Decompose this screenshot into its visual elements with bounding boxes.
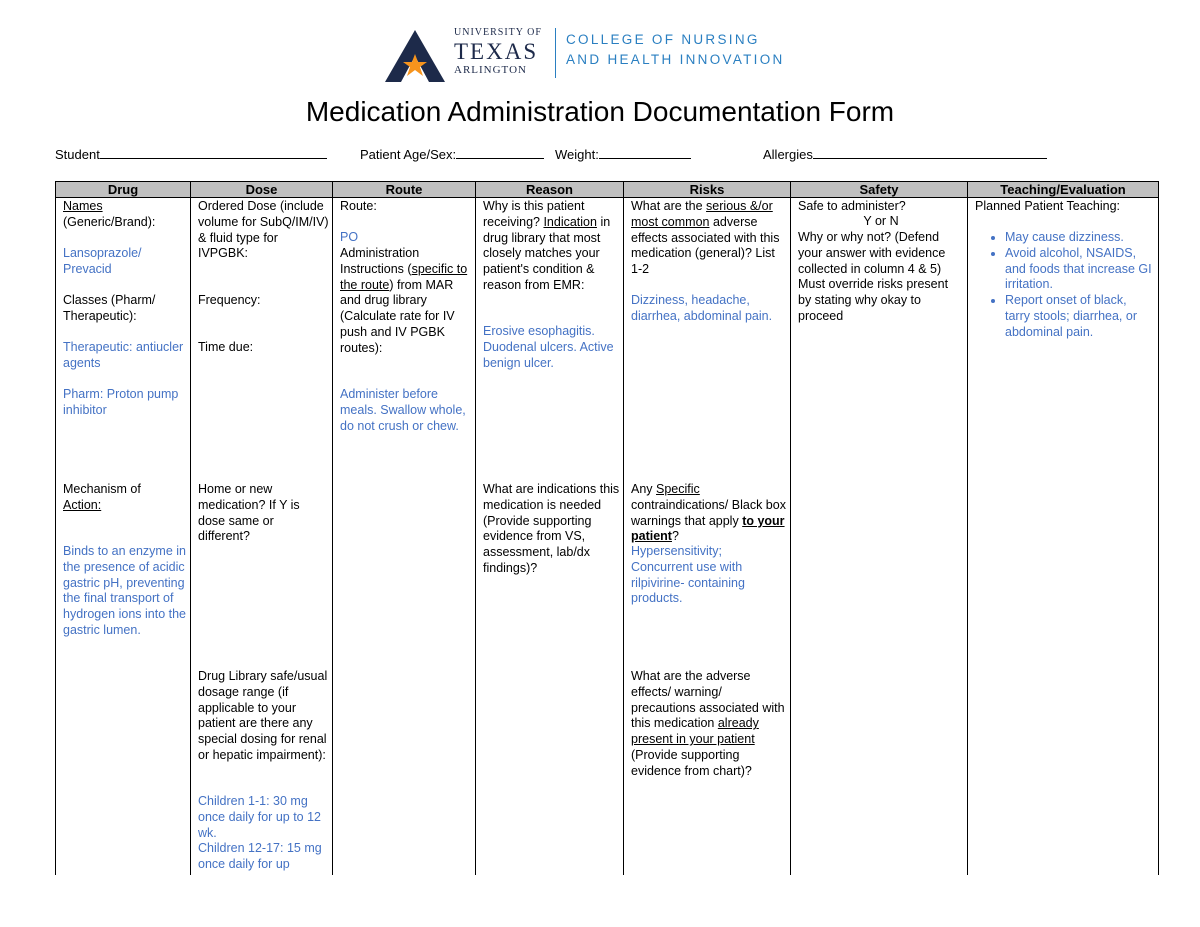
safety-question: Safe to administer? bbox=[798, 199, 906, 213]
therapeutic-class: Therapeutic: antiucler agents bbox=[63, 340, 184, 370]
uta-university: UNIVERSITY OF bbox=[454, 27, 542, 38]
header-divider bbox=[555, 28, 556, 78]
college-name bbox=[566, 30, 785, 70]
drug-header: Drug bbox=[56, 181, 190, 198]
teaching-item: • May cause dizziness. bbox=[1005, 230, 1152, 246]
contra-b: Specific bbox=[656, 482, 700, 496]
age-sex-field bbox=[360, 147, 544, 162]
children-dose-1: Children 1-1: 30 mg once daily for up to 12 wk. bbox=[198, 794, 321, 840]
reason-question-b: Indication bbox=[543, 214, 597, 229]
contraindications-value: Hypersensitivity; Concurrent use with rilpivirine- containing products. bbox=[631, 544, 745, 606]
drug-classes-label: Classes (Pharm/ Therapeutic): bbox=[63, 293, 156, 323]
reason-header: Reason bbox=[476, 181, 623, 198]
weight-blank[interactable] bbox=[599, 147, 691, 159]
medication-table bbox=[55, 181, 1159, 875]
contra-a: Any bbox=[631, 482, 657, 496]
allergies-label: Allergies bbox=[763, 147, 813, 162]
student-label: Student bbox=[55, 147, 100, 162]
student-blank[interactable] bbox=[100, 147, 327, 159]
teaching-column bbox=[967, 181, 1159, 875]
mechanism-value: Binds to an enzyme in the presence of acidic gastric pH, preventing the final transport of hydrogen ions into the gastric lumen. bbox=[63, 544, 187, 637]
reason-question-c: in drug library that most closely matches your patient's condition & reason from EMR: bbox=[483, 214, 611, 292]
teaching-label: Planned Patient Teaching: bbox=[975, 199, 1121, 213]
drug-names-value: Lansoprazole/ Prevacid bbox=[63, 246, 142, 276]
college-line-2: AND HEALTH INNOVATION bbox=[566, 52, 785, 67]
adverse-c: (Provide supporting evidence from chart)? bbox=[631, 747, 752, 778]
admin-instructions-a: Administration Instructions ( bbox=[340, 246, 420, 276]
contra-d: to your patient bbox=[631, 513, 785, 544]
risks-question-a: What are the bbox=[631, 199, 707, 213]
route-column bbox=[332, 181, 475, 875]
contra-c: contraindications/ Black box warnings that apply bbox=[631, 497, 786, 528]
pharm-class: Pharm: Proton pump inhibitor bbox=[63, 387, 179, 417]
children-dose-2: Children 12-17: 15 mg once daily for up bbox=[198, 841, 322, 871]
contra-e: ? bbox=[671, 529, 679, 544]
route-value: PO bbox=[340, 230, 359, 244]
age-sex-label: Patient Age/Sex: bbox=[360, 147, 457, 162]
safety-yes-no: Y or N bbox=[863, 214, 899, 228]
route-label: Route: bbox=[340, 199, 377, 213]
indications-question: What are indications this medication is needed (Provide supporting evidence from VS, assessment, lab/dx findings)? bbox=[483, 482, 620, 575]
admin-instructions-b: specific to the route bbox=[340, 261, 468, 292]
teaching-item: • Report onset of black, tarry stools; diarrhea, or abdominal pain. bbox=[1005, 293, 1152, 340]
weight-field bbox=[555, 147, 691, 162]
risks-header: Risks bbox=[624, 181, 790, 198]
safety-column bbox=[790, 181, 967, 875]
safety-header: Safety bbox=[791, 181, 967, 198]
uta-arlington: ARLINGTON bbox=[454, 64, 527, 76]
allergies-blank[interactable] bbox=[813, 147, 1047, 159]
safety-why: Why or why not? (Defend your answer with evidence collected in column 4 & 5) Must override risks present by stating why okay to proceed bbox=[798, 230, 949, 323]
college-line-1: COLLEGE OF NURSING bbox=[566, 32, 760, 47]
risks-question bbox=[631, 199, 787, 278]
uta-texas: TEXAS bbox=[454, 39, 539, 64]
drug-column bbox=[55, 181, 190, 875]
adverse-b: already present in your patient bbox=[631, 716, 759, 747]
admin-instructions bbox=[340, 246, 472, 357]
header bbox=[0, 28, 1200, 86]
page-title: Medication Administration Documentation Form bbox=[305, 96, 895, 127]
time-due-label: Time due: bbox=[198, 340, 254, 354]
dose-column bbox=[190, 181, 332, 875]
allergies-field bbox=[763, 147, 1047, 162]
teaching-list bbox=[979, 230, 1152, 341]
teaching-item: • Avoid alcohol, NSAIDS, and foods that increase GI irritation. bbox=[1005, 246, 1152, 293]
student-field bbox=[55, 147, 327, 162]
reason-question bbox=[483, 199, 620, 294]
contraindications-question bbox=[631, 482, 787, 545]
risks-column bbox=[623, 181, 790, 875]
action-label: Action: bbox=[63, 497, 102, 512]
uta-logo bbox=[385, 30, 445, 82]
reason-value: Erosive esophagitis. Duodenal ulcers. Active benign ulcer. bbox=[483, 324, 614, 370]
dose-header: Dose bbox=[191, 181, 332, 198]
adverse-effects-question bbox=[631, 669, 787, 780]
teaching-header: Teaching/Evaluation bbox=[968, 181, 1158, 198]
risks-value: Dizziness, headache, diarrhea, abdominal pain. bbox=[631, 293, 773, 323]
route-header: Route bbox=[333, 181, 475, 198]
age-sex-blank[interactable] bbox=[456, 147, 544, 159]
admin-value: Administer before meals. Swallow whole, do not crush or chew. bbox=[340, 387, 466, 433]
home-new-question: Home or new medication? If Y is dose same or different? bbox=[198, 482, 300, 544]
frequency-label: Frequency: bbox=[198, 293, 261, 307]
reason-column bbox=[475, 181, 623, 875]
drug-names bbox=[63, 199, 187, 231]
adverse-a: What are the adverse effects/ warning/ precautions associated with this medication bbox=[631, 669, 785, 731]
drug-library-question: Drug Library safe/usual dosage range (if applicable to your patient are there any special dosing for renal or hepatic impairment): bbox=[198, 669, 328, 762]
names-sub: (Generic/Brand): bbox=[63, 214, 156, 229]
mechanism-of: Mechanism of bbox=[63, 482, 141, 496]
ordered-dose: Ordered Dose (include volume for SubQ/IM/IV) & fluid type for IVPGBK: bbox=[198, 199, 329, 261]
weight-label: Weight: bbox=[555, 147, 599, 162]
uta-wordmark bbox=[454, 28, 542, 76]
reason-question-a: Why is this patient receiving? bbox=[483, 199, 585, 229]
admin-instructions-c: ) from MAR and drug library (Calculate rate for IV push and IV PGBK routes): bbox=[340, 277, 455, 355]
risks-question-b: serious &/or most common bbox=[631, 199, 773, 229]
names-label: Names bbox=[63, 199, 103, 213]
mechanism-label bbox=[63, 482, 187, 514]
risks-question-c: adverse effects associated with this medication (general)? List 1-2 bbox=[631, 214, 780, 277]
